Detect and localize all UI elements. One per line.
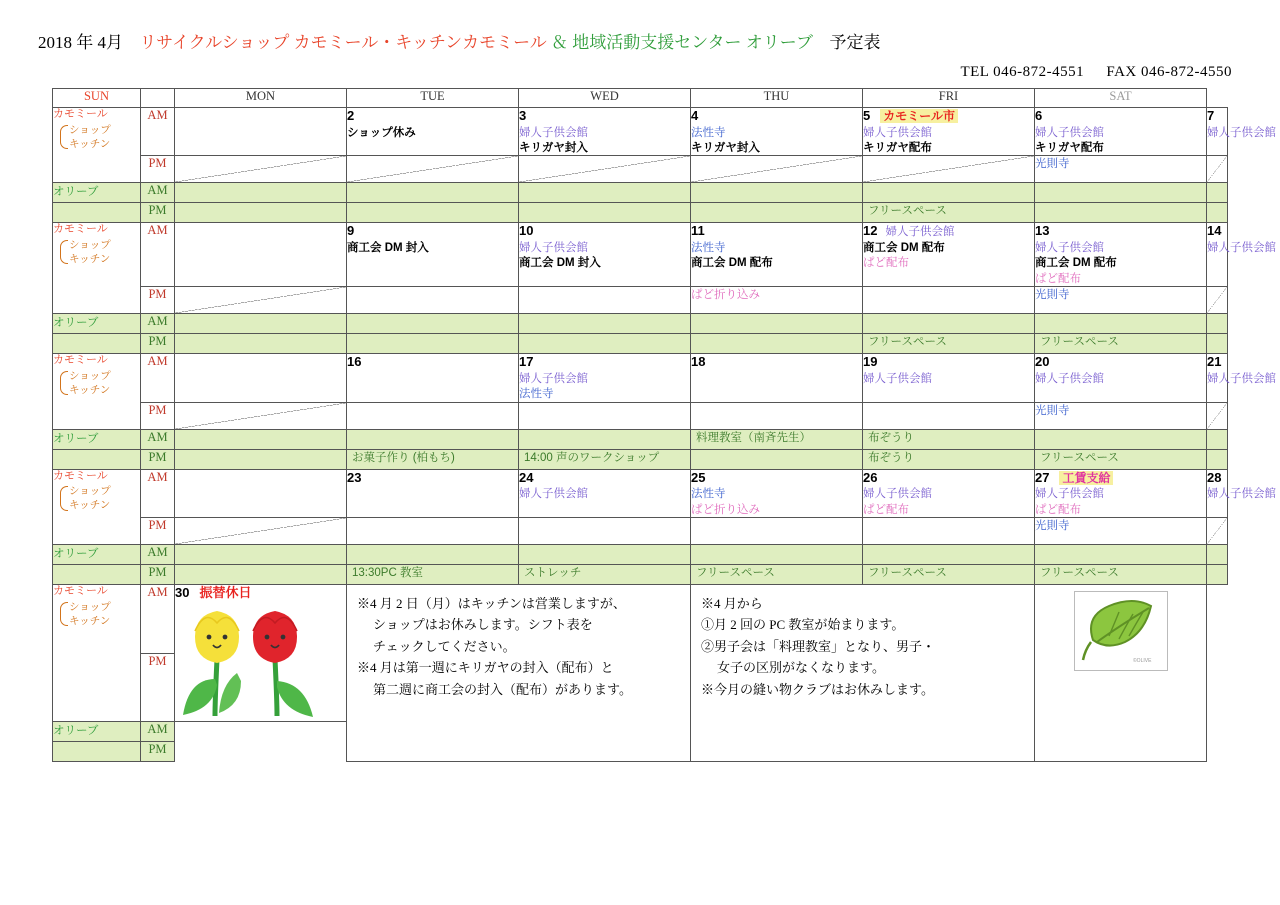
day-badge: 工賃支給 (1059, 471, 1113, 485)
event-text: 商工会 DM 配布 (863, 242, 945, 254)
day-number: 21 (1207, 354, 1222, 370)
table-row (53, 354, 1228, 402)
day-cell-pm[interactable] (691, 402, 863, 429)
olive-cell-pm[interactable]: フリースペース (863, 334, 1035, 354)
day-cell[interactable] (691, 354, 863, 402)
title-center: 地域活動支援センター オリーブ (572, 33, 813, 52)
day-number: 25 (691, 469, 706, 485)
table-row (53, 517, 1228, 544)
table-row (53, 183, 1228, 203)
row-label-olive: オリーブ (53, 544, 141, 564)
day-cell[interactable] (175, 108, 347, 156)
tulip-illustration (175, 601, 346, 721)
event-text: キリガヤ配布 (1035, 142, 1104, 154)
olive-cell-am[interactable] (347, 544, 519, 564)
event-text: 婦人子供会館 (1035, 372, 1104, 385)
day-number: 24 (519, 469, 534, 485)
olive-cell-am[interactable] (347, 429, 519, 449)
day-number: 12 (863, 223, 878, 239)
day-cell[interactable] (1207, 223, 1276, 287)
day-cell-pm[interactable] (519, 156, 691, 183)
row-label-kamomile: カモミール ショップ キッチン (53, 469, 141, 544)
day-cell-pm[interactable] (863, 156, 1035, 183)
tel-number: TEL 046-872-4551 (960, 64, 1085, 80)
event-text: 婦人子供会館 (1035, 488, 1104, 501)
ampm-label-am: AM (141, 544, 175, 564)
day-cell-pm[interactable] (1207, 287, 1228, 314)
event-text: 婦人子供会館 (519, 242, 588, 254)
day-cell-30[interactable] (175, 584, 347, 721)
day-cell[interactable] (519, 223, 691, 287)
olive-cell-pm[interactable]: 布ぞうり (863, 449, 1035, 469)
day-cell[interactable] (175, 223, 347, 287)
olive-cell-am[interactable] (1035, 314, 1207, 334)
olive-cell-am[interactable] (1207, 183, 1228, 203)
olive-cell-am[interactable] (519, 544, 691, 564)
day-cell[interactable] (1035, 354, 1207, 402)
ampm-label-am: AM (141, 223, 175, 287)
event-text: 婦人子供会館 (519, 372, 588, 385)
day-cell[interactable] (1035, 223, 1207, 287)
day-cell-pm[interactable] (519, 517, 691, 544)
olive-cell-pm[interactable] (347, 203, 519, 223)
table-row (53, 544, 1228, 564)
day-cell-pm[interactable] (519, 287, 691, 314)
schedule-table (52, 88, 1276, 762)
olive-cell-pm[interactable]: フリースペース (1035, 564, 1207, 584)
day-cell[interactable] (347, 354, 519, 402)
table-row (53, 287, 1228, 314)
day-number-value: 30 (175, 584, 190, 600)
olive-cell-pm[interactable] (691, 334, 863, 354)
event-text: 商工会 DM 封入 (347, 242, 429, 254)
ampm-label-pm: PM (141, 742, 175, 762)
day-cell[interactable] (1207, 469, 1276, 517)
olive-cell-am[interactable] (1207, 429, 1228, 449)
olive-cell-pm[interactable] (519, 203, 691, 223)
row-label-kamomile: カモミール ショップ キッチン (53, 354, 141, 429)
title-year: 2018 年 4月 (38, 33, 123, 52)
olive-cell-pm[interactable] (691, 203, 863, 223)
event-text: 婦人子供会館 (1035, 242, 1104, 254)
day-number: 23 (347, 469, 362, 485)
event-text: 婦人子供会館 (519, 126, 588, 139)
olive-cell-pm[interactable]: フリースペース (691, 564, 863, 584)
day-cell[interactable] (691, 469, 863, 517)
day-number: 26 (863, 469, 878, 485)
event-text: キリガヤ封入 (691, 142, 760, 154)
event-text: 商工会 DM 配布 (691, 257, 773, 270)
col-header-wed: WED (519, 89, 691, 108)
event-text: 法性寺 (691, 488, 726, 501)
day-number: 14 (1207, 223, 1222, 239)
table-row (53, 469, 1228, 517)
olive-cell-pm[interactable]: 13:30PC 教室 (347, 564, 519, 584)
day-cell[interactable] (863, 108, 1035, 156)
olive-cell-pm[interactable] (1207, 564, 1228, 584)
note-line: ②男子会は「料理教室」となり、男子・ (701, 638, 936, 654)
olive-cell-am[interactable] (175, 429, 347, 449)
event-text: 光則寺 (1035, 158, 1070, 171)
day-cell-pm[interactable] (1035, 402, 1207, 429)
event-text: 法性寺 (691, 242, 726, 254)
event-text: ショップ休み (347, 126, 416, 139)
event-text: ぱど配布 (1035, 272, 1081, 285)
day-number (175, 585, 346, 601)
day-cell[interactable] (175, 469, 347, 517)
ampm-label-am: AM (141, 469, 175, 517)
ampm-label-pm: PM (141, 203, 175, 223)
row-label-olive (53, 334, 141, 354)
event-text: ぱど折り込み (691, 289, 760, 302)
olive-cell-pm[interactable]: フリースペース (863, 203, 1035, 223)
table-row (53, 429, 1228, 449)
olive-cell-pm[interactable] (519, 334, 691, 354)
day-cell-pm[interactable] (175, 517, 347, 544)
olive-cell-am[interactable] (691, 314, 863, 334)
row-label-olive (53, 742, 141, 762)
ampm-label-pm: PM (141, 402, 175, 429)
ampm-label-pm: PM (141, 287, 175, 314)
col-header-mon: MON (175, 89, 347, 108)
ampm-label-pm: PM (141, 653, 175, 722)
col-header-sun: SUN (53, 89, 141, 108)
olive-cell-am[interactable] (1207, 544, 1228, 564)
olive-cell-pm[interactable] (691, 449, 863, 469)
day-cell[interactable] (1035, 108, 1207, 156)
day-number: 6 (1035, 108, 1043, 123)
olive-cell-am[interactable] (691, 544, 863, 564)
day-cell[interactable] (863, 354, 1035, 402)
fax-number: FAX 046-872-4550 (1106, 64, 1232, 80)
event-text: 法性寺 (519, 388, 554, 401)
note-line: ショップはお休みします。シフト表を (373, 617, 593, 633)
row-label-olive: オリーブ (53, 314, 141, 334)
day-cell[interactable] (519, 108, 691, 156)
row-label-olive (53, 449, 141, 469)
note-line: 第二週に商工会の封入（配布）があります。 (373, 681, 632, 697)
contact-info (942, 64, 1232, 81)
day-number: 3 (519, 108, 527, 123)
olive-cell-pm[interactable]: フリースペース (1035, 449, 1207, 469)
olive-logo-cell (1035, 584, 1207, 761)
day-number: 2 (347, 108, 355, 123)
olive-cell-pm[interactable] (1207, 449, 1228, 469)
event-text: ぱど配布 (1035, 503, 1081, 516)
event-text: 婦人子供会館 (1207, 372, 1276, 385)
event-text: ぱど配布 (863, 503, 909, 516)
day-cell-pm[interactable] (1035, 156, 1207, 183)
day-cell[interactable] (519, 354, 691, 402)
day-cell-pm[interactable] (1207, 156, 1228, 183)
footer-row (53, 584, 1228, 653)
table-row (53, 203, 1228, 223)
row-label-olive: オリーブ (53, 183, 141, 203)
olive-cell-pm[interactable] (1207, 334, 1228, 354)
day-number: 10 (519, 223, 534, 239)
event-text: キリガヤ配布 (863, 142, 932, 154)
event-text: 光則寺 (1035, 519, 1070, 532)
day-number: 19 (863, 354, 878, 370)
olive-cell-pm[interactable] (1207, 203, 1228, 223)
day-cell[interactable] (175, 354, 347, 402)
ampm-label-pm: PM (141, 334, 175, 354)
day-badge: カモミール市 (880, 109, 958, 123)
day-cell-pm[interactable] (691, 517, 863, 544)
event-text: ぱど配布 (863, 257, 909, 270)
event-text: 婦人子供会館 (1207, 126, 1276, 139)
col-header-thu: THU (691, 89, 863, 108)
day-cell-pm[interactable] (519, 402, 691, 429)
olive-cell-pm[interactable] (175, 564, 347, 584)
col-header-tue: TUE (347, 89, 519, 108)
day-number: 17 (519, 354, 534, 370)
table-row (53, 108, 1228, 156)
event-text: 婦人子供会館 (885, 226, 955, 239)
ampm-label-am: AM (141, 108, 175, 156)
table-row (53, 449, 1228, 469)
day-cell-pm[interactable] (1207, 402, 1228, 429)
olive-cell-am[interactable] (691, 183, 863, 203)
olive-cell-am[interactable] (1035, 429, 1207, 449)
ampm-label-am: AM (141, 183, 175, 203)
day-cell[interactable] (347, 108, 519, 156)
ampm-label-pm: PM (141, 449, 175, 469)
title-shop: リサイクルショップ カモミール・キッチンカモミール (139, 33, 547, 52)
col-header-ampm (141, 89, 175, 108)
day-cell[interactable] (347, 469, 519, 517)
olive-cell-am[interactable]: 布ぞうり (863, 429, 1035, 449)
event-text: 光則寺 (1035, 404, 1070, 417)
day-number: 5 (863, 108, 871, 123)
olive-cell-am[interactable] (863, 544, 1035, 564)
row-label-kamomile: カモミール ショップ キッチン (53, 108, 141, 183)
day-cell-pm[interactable] (175, 156, 347, 183)
col-header-fri: FRI (863, 89, 1035, 108)
table-header (53, 89, 1228, 108)
title-suffix: 予定表 (829, 33, 881, 52)
row-label-olive: オリーブ (53, 429, 141, 449)
day-number: 16 (347, 354, 362, 370)
row-label-olive (53, 564, 141, 584)
olive-cell-pm[interactable] (175, 449, 347, 469)
day-cell-pm[interactable] (347, 156, 519, 183)
table-row (53, 564, 1228, 584)
event-text: 婦人子供会館 (1035, 126, 1104, 139)
day-number: 13 (1035, 223, 1050, 239)
page-title (38, 28, 880, 53)
day-number: 18 (691, 354, 706, 370)
footer-note-left (347, 584, 691, 761)
table-row (53, 334, 1228, 354)
table-row (53, 314, 1228, 334)
day-cell[interactable] (1207, 354, 1276, 402)
note-line: 女子の区別がなくなります。 (717, 660, 885, 676)
event-text: ぱど折り込み (691, 503, 760, 516)
row-label-olive (53, 203, 141, 223)
event-text: 婦人子供会館 (863, 372, 932, 385)
olive-cell-am[interactable] (1035, 544, 1207, 564)
day-cell-pm[interactable] (347, 402, 519, 429)
day-cell[interactable] (691, 108, 863, 156)
day-cell-pm[interactable] (1207, 517, 1228, 544)
olive-cell-am[interactable] (347, 314, 519, 334)
olive-cell-pm[interactable] (347, 334, 519, 354)
day-number: 11 (691, 223, 705, 239)
olive-cell-pm[interactable]: 14:00 声のワークショップ (519, 449, 691, 469)
day-cell[interactable] (691, 223, 863, 287)
row-label-olive: オリーブ (53, 722, 141, 742)
day-cell[interactable] (1207, 108, 1276, 156)
day-number: 4 (691, 108, 699, 123)
ampm-label-am: AM (141, 584, 175, 653)
olive-cell-pm[interactable] (1035, 203, 1207, 223)
olive-cell-am[interactable] (1035, 183, 1207, 203)
day-cell-pm[interactable] (863, 287, 1035, 314)
olive-cell-am[interactable] (863, 314, 1035, 334)
day-cell-pm[interactable] (863, 517, 1035, 544)
day-number: 20 (1035, 354, 1050, 370)
event-text: 法性寺 (691, 126, 726, 139)
olive-cell-pm[interactable]: フリースペース (1035, 334, 1207, 354)
table-row (53, 156, 1228, 183)
olive-cell-am[interactable] (1207, 314, 1228, 334)
ampm-label-am: AM (141, 314, 175, 334)
olive-cell-am[interactable] (519, 314, 691, 334)
olive-cell-am[interactable] (863, 183, 1035, 203)
day-cell-pm[interactable] (175, 402, 347, 429)
day-cell-pm[interactable] (175, 287, 347, 314)
svg-text:©OLIVE: ©OLIVE (1132, 657, 1151, 664)
event-text: 婦人子供会館 (1207, 488, 1276, 501)
day-cell-pm[interactable] (1035, 517, 1207, 544)
row-label-kamomile: カモミール ショップ キッチン (53, 223, 141, 314)
note-line: ※4 月 2 日（月）はキッチンは営業しますが、 (357, 595, 626, 611)
ampm-label-am: AM (141, 429, 175, 449)
note-line: ①月 2 回の PC 教室が始まります。 (701, 617, 905, 633)
day-cell-pm[interactable] (347, 517, 519, 544)
note-line: ※4 月は第一週にキリガヤの封入（配布）と (357, 660, 614, 676)
olive-cell-am[interactable] (519, 183, 691, 203)
event-text: 光則寺 (1035, 289, 1070, 302)
note-line: ※4 月から (701, 595, 763, 611)
holiday-label: 振替休日 (199, 584, 252, 600)
day-cell-pm[interactable] (1035, 287, 1207, 314)
ampm-label-pm: PM (141, 564, 175, 584)
olive-cell-pm[interactable]: ストレッチ (519, 564, 691, 584)
day-cell[interactable] (863, 469, 1035, 517)
olive-cell-am[interactable] (175, 314, 347, 334)
olive-cell-am[interactable] (519, 429, 691, 449)
day-cell[interactable] (347, 223, 519, 287)
olive-cell-am[interactable] (175, 544, 347, 564)
olive-leaf-icon (1074, 591, 1168, 671)
event-text: キリガヤ封入 (519, 142, 588, 154)
note-line: チェックしてください。 (373, 638, 516, 654)
event-text: 婦人子供会館 (863, 488, 932, 501)
day-cell[interactable] (519, 469, 691, 517)
day-cell[interactable] (863, 223, 1035, 287)
ampm-label-pm: PM (141, 517, 175, 544)
day-cell-pm[interactable] (691, 287, 863, 314)
ampm-label-pm: PM (141, 156, 175, 183)
day-cell-pm[interactable] (347, 287, 519, 314)
olive-cell-pm[interactable] (175, 334, 347, 354)
day-number: 28 (1207, 469, 1222, 485)
olive-cell-pm[interactable]: フリースペース (863, 564, 1035, 584)
olive-cell-am[interactable] (175, 183, 347, 203)
day-cell-pm[interactable] (691, 156, 863, 183)
event-text: 商工会 DM 配布 (1035, 257, 1117, 270)
olive-cell-pm[interactable] (175, 203, 347, 223)
event-text: 婦人子供会館 (863, 126, 932, 139)
col-header-sat: SAT (1035, 89, 1207, 108)
event-text: 商工会 DM 封入 (519, 257, 601, 270)
note-line: ※今月の縫い物クラブはお休みします。 (701, 681, 934, 697)
olive-cell-pm[interactable]: お菓子作り (柏もち) (347, 449, 519, 469)
day-cell-pm[interactable] (863, 402, 1035, 429)
footer-note-right (691, 584, 1035, 761)
ampm-label-am: AM (141, 722, 175, 742)
day-number: 9 (347, 223, 355, 239)
olive-cell-am[interactable]: 料理教室（南斉先生） (691, 429, 863, 449)
event-text: 婦人子供会館 (519, 488, 588, 501)
ampm-label-am: AM (141, 354, 175, 402)
table-row (53, 402, 1228, 429)
olive-cell-am[interactable] (347, 183, 519, 203)
day-number: 27 (1035, 469, 1050, 485)
day-cell[interactable] (1035, 469, 1207, 517)
title-amp: ＆ (550, 33, 568, 52)
table-row (53, 223, 1228, 287)
event-text: 婦人子供会館 (1207, 242, 1276, 254)
row-label-kamomile: カモミール ショップ キッチン (53, 584, 141, 721)
day-number: 7 (1207, 108, 1215, 123)
